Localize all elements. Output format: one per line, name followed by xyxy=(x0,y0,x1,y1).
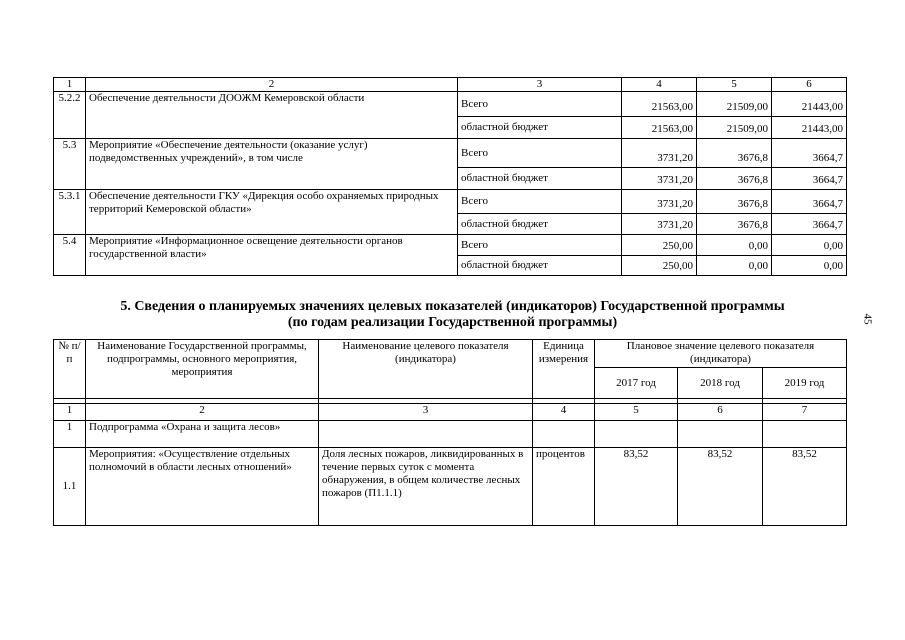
funding-source: Всего xyxy=(458,139,622,168)
value-2019: 83,52 xyxy=(763,448,847,526)
table1-col-4: 4 xyxy=(622,78,697,92)
value-2017: 21563,00 xyxy=(622,117,697,139)
value-2018: 0,00 xyxy=(697,256,772,276)
row-name: Обеспечение деятельности ГКУ «Дирекция особо охраняемых природных территорий Кемеровской области» xyxy=(86,190,458,235)
funding-source: Всего xyxy=(458,190,622,214)
value-2017: 3731,20 xyxy=(622,214,697,235)
funding-source: Всего xyxy=(458,235,622,256)
table2-col-6: 6 xyxy=(678,404,763,421)
funding-source: Всего xyxy=(458,92,622,117)
header-program-name: Наименование Государственной программы, подпрограммы, основного мероприятия, мероприятия xyxy=(86,340,319,399)
row-name: Подпрограмма «Охрана и защита лесов» xyxy=(86,421,319,448)
header-year-2019: 2019 год xyxy=(763,368,847,399)
row-number: 5.4 xyxy=(54,235,86,276)
funding-source: областной бюджет xyxy=(458,256,622,276)
row-name: Мероприятия: «Осуществление отдельных полномочий в области лесных отношений» xyxy=(86,448,319,526)
header-indicator-name: Наименование целевого показателя (индикатора) xyxy=(319,340,533,399)
value-2019: 21443,00 xyxy=(772,92,847,117)
table-row xyxy=(54,421,847,448)
row-number: 5.3.1 xyxy=(54,190,86,235)
table1-col-3: 3 xyxy=(458,78,622,92)
value-2019: 3664,7 xyxy=(772,139,847,168)
funding-source: областной бюджет xyxy=(458,214,622,235)
row-name: Мероприятие «Обеспечение деятельности (оказание услуг) подведомственных учреждений», в том числе xyxy=(86,139,458,190)
row-number: 5.3 xyxy=(54,139,86,190)
table-row xyxy=(54,92,847,117)
value-2017: 3731,20 xyxy=(622,168,697,190)
value-2018: 0,00 xyxy=(697,235,772,256)
value-2018: 3676,8 xyxy=(697,190,772,214)
table2-number-row xyxy=(54,404,847,421)
value-2019: 21443,00 xyxy=(772,117,847,139)
financing-table xyxy=(53,77,847,276)
value-2017: 250,00 xyxy=(622,235,697,256)
table-row xyxy=(54,448,847,526)
table2-col-4: 4 xyxy=(533,404,595,421)
indicator-name: Доля лесных пожаров, ликвидированных в течение первых суток с момента обнаружения, в общем количестве лесных пожаров (П1.1.1) xyxy=(319,448,533,526)
table1-col-2: 2 xyxy=(86,78,458,92)
value-2018: 3676,8 xyxy=(697,168,772,190)
header-unit: Единица измерения xyxy=(533,340,595,399)
value-2019: 3664,7 xyxy=(772,168,847,190)
table2-col-7: 7 xyxy=(763,404,847,421)
value-2019: 0,00 xyxy=(772,256,847,276)
table1-col-6: 6 xyxy=(772,78,847,92)
page-number: 45 xyxy=(861,313,874,325)
table2-col-5: 5 xyxy=(595,404,678,421)
value-2018: 21509,00 xyxy=(697,92,772,117)
indicators-table xyxy=(53,339,847,526)
funding-source: областной бюджет xyxy=(458,168,622,190)
value-2018: 3676,8 xyxy=(697,139,772,168)
row-number: 1.1 xyxy=(54,448,86,526)
table-row xyxy=(54,190,847,214)
row-number: 1 xyxy=(54,421,86,448)
header-number: № п/п xyxy=(54,340,86,399)
value-2018: 21509,00 xyxy=(697,117,772,139)
section-heading xyxy=(0,299,905,331)
section-title-line2: (по годам реализации Государственной программы) xyxy=(287,315,618,330)
table2-col-2: 2 xyxy=(86,404,319,421)
table1-col-1: 1 xyxy=(54,78,86,92)
value-2017: 3731,20 xyxy=(622,190,697,214)
value-2017: 3731,20 xyxy=(622,139,697,168)
row-name: Мероприятие «Информационное освещение деятельности органов государственной власти» xyxy=(86,235,458,276)
section-title-line1: 5. Сведения о планируемых значениях целевых показателей (индикаторов) Государственной программы xyxy=(120,299,785,314)
funding-source: областной бюджет xyxy=(458,117,622,139)
table-row xyxy=(54,235,847,256)
value-2019: 3664,7 xyxy=(772,214,847,235)
value-2019: 0,00 xyxy=(772,235,847,256)
unit: процентов xyxy=(533,448,595,526)
table-row xyxy=(54,139,847,168)
value-2017: 83,52 xyxy=(595,448,678,526)
row-number: 5.2.2 xyxy=(54,92,86,139)
table2-header-row xyxy=(54,340,847,368)
table1-header-row xyxy=(54,78,847,92)
header-year-2017: 2017 год xyxy=(595,368,678,399)
value-2017: 250,00 xyxy=(622,256,697,276)
table1-col-5: 5 xyxy=(697,78,772,92)
header-planned-value: Плановое значение целевого показателя (индикатора) xyxy=(595,340,847,368)
table2-col-1: 1 xyxy=(54,404,86,421)
table2-col-3: 3 xyxy=(319,404,533,421)
value-2018: 83,52 xyxy=(678,448,763,526)
header-year-2018: 2018 год xyxy=(678,368,763,399)
row-name: Обеспечение деятельности ДООЖМ Кемеровской области xyxy=(86,92,458,139)
value-2019: 3664,7 xyxy=(772,190,847,214)
value-2017: 21563,00 xyxy=(622,92,697,117)
value-2018: 3676,8 xyxy=(697,214,772,235)
